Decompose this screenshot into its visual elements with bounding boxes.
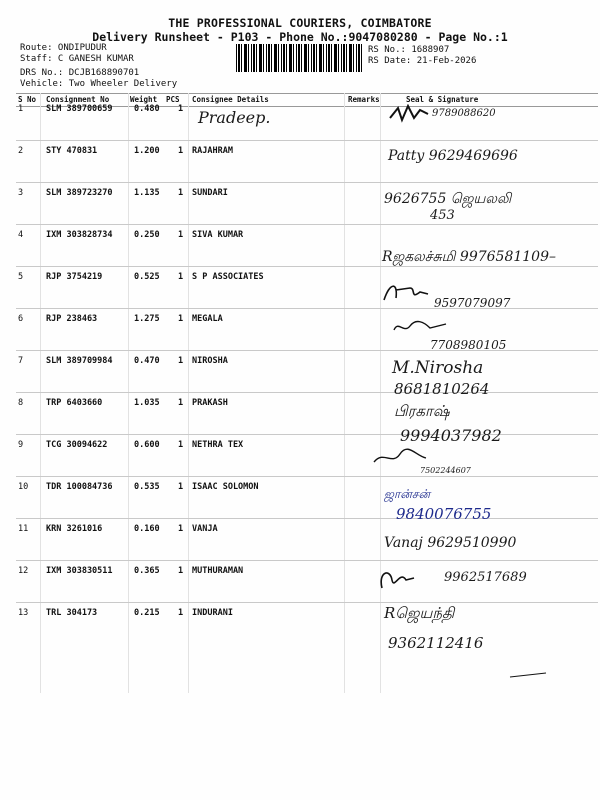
row-pcs: 1 bbox=[178, 272, 184, 282]
barcode bbox=[236, 44, 364, 72]
row-pcs: 1 bbox=[178, 104, 184, 114]
handwritten-signature: 9994037982 bbox=[400, 426, 502, 445]
row-consignee: NETHRA TEX bbox=[192, 440, 244, 450]
row-consignment: SLM 389723270 bbox=[46, 188, 113, 198]
col-remarks: Remarks bbox=[348, 95, 380, 104]
row-consignee: SIVA KUMAR bbox=[192, 230, 244, 240]
rs-number: RS No.: 1688907 bbox=[368, 45, 450, 55]
row-pcs: 1 bbox=[178, 188, 184, 198]
row-consignment: IXM 303830511 bbox=[46, 566, 113, 576]
drs-label: DRS No.: DCJB168890701 bbox=[20, 68, 140, 78]
row-consignment: TCG 30094622 bbox=[46, 440, 108, 450]
row-pcs: 1 bbox=[178, 314, 184, 324]
rs-info bbox=[368, 45, 476, 67]
handwritten-signature: 9962517689 bbox=[444, 570, 527, 585]
meta-block bbox=[20, 43, 177, 90]
handwritten-signature: M.Nirosha bbox=[392, 358, 484, 378]
pen-stroke bbox=[508, 664, 548, 683]
signature-scribble bbox=[390, 318, 450, 340]
handwritten-signature: 9840076755 bbox=[396, 505, 492, 523]
row-weight: 1.135 bbox=[134, 188, 160, 198]
row-sno: 13 bbox=[18, 608, 29, 618]
runsheet-title: Delivery Runsheet - P103 - Phone No.:9047080280 - Page No.:1 bbox=[92, 30, 508, 44]
row-consignment: SLM 389709984 bbox=[46, 356, 113, 366]
row-weight: 0.600 bbox=[134, 440, 160, 450]
col-pcs: PCS bbox=[166, 95, 180, 104]
signature-scribble bbox=[380, 280, 430, 310]
handwritten-signature: 7708980105 bbox=[430, 338, 507, 352]
row-pcs: 1 bbox=[178, 524, 184, 534]
signature-scribble bbox=[376, 566, 416, 596]
row-sno: 1 bbox=[18, 104, 24, 114]
row-consignment: TRL 304173 bbox=[46, 608, 98, 618]
route-label: Route: ONDIPUDUR bbox=[20, 43, 107, 53]
handwritten-signature: Rஜகலச்சுமி 9976581109– bbox=[382, 249, 556, 265]
staff-label: Staff: C GANESH KUMAR bbox=[20, 54, 134, 64]
handwritten-signature: 9597079097 bbox=[434, 296, 511, 310]
row-weight: 0.480 bbox=[134, 104, 160, 114]
row-sno: 4 bbox=[18, 230, 24, 240]
row-pcs: 1 bbox=[178, 440, 184, 450]
rs-date: RS Date: 21-Feb-2026 bbox=[368, 56, 477, 66]
table-row bbox=[16, 476, 598, 519]
col-seal: Seal & Signature bbox=[406, 95, 479, 104]
handwritten-signature: Vanaj 9629510990 bbox=[384, 535, 517, 551]
row-pcs: 1 bbox=[178, 398, 184, 408]
handwritten-name: Pradeep. bbox=[198, 108, 271, 127]
row-weight: 1.200 bbox=[134, 146, 160, 156]
row-consignee: INDURANI bbox=[192, 608, 233, 618]
row-sno: 7 bbox=[18, 356, 24, 366]
row-sno: 12 bbox=[18, 566, 29, 576]
row-consignment: RJP 238463 bbox=[46, 314, 98, 324]
row-consignment: TRP 6403660 bbox=[46, 398, 103, 408]
handwritten-signature: பிரகாஷ் bbox=[394, 402, 450, 420]
row-pcs: 1 bbox=[178, 230, 184, 240]
row-weight: 0.215 bbox=[134, 608, 160, 618]
table-row bbox=[16, 308, 598, 351]
row-weight: 1.275 bbox=[134, 314, 160, 324]
row-sno: 3 bbox=[18, 188, 24, 198]
row-consignment: KRN 3261016 bbox=[46, 524, 103, 534]
row-pcs: 1 bbox=[178, 356, 184, 366]
row-weight: 0.250 bbox=[134, 230, 160, 240]
row-pcs: 1 bbox=[178, 566, 184, 576]
row-consignee: PRAKASH bbox=[192, 398, 228, 408]
col-consignment: Consignment No bbox=[46, 95, 110, 104]
row-sno: 6 bbox=[18, 314, 24, 324]
table-row bbox=[16, 350, 598, 393]
handwritten-signature: 453 bbox=[430, 208, 455, 223]
vehicle-label: Vehicle: Two Wheeler Delivery bbox=[20, 79, 178, 89]
row-weight: 0.470 bbox=[134, 356, 160, 366]
row-consignee: ISAAC SOLOMON bbox=[192, 482, 259, 492]
row-weight: 0.160 bbox=[134, 524, 160, 534]
row-consignee: MEGALA bbox=[192, 314, 223, 324]
handwritten-signature: ஜான்சன் bbox=[384, 487, 431, 501]
row-pcs: 1 bbox=[178, 608, 184, 618]
row-consignee: NIROSHA bbox=[192, 356, 228, 366]
table-row bbox=[16, 434, 598, 477]
row-consignment: RJP 3754219 bbox=[46, 272, 103, 282]
table-row bbox=[16, 98, 598, 141]
row-sno: 5 bbox=[18, 272, 24, 282]
row-weight: 0.365 bbox=[134, 566, 160, 576]
handwritten-signature: Patty 9629469696 bbox=[388, 148, 518, 164]
row-pcs: 1 bbox=[178, 146, 184, 156]
row-sno: 9 bbox=[18, 440, 24, 450]
handwritten-phone: 7502244607 bbox=[420, 466, 471, 475]
handwritten-signature: Rஜெயந்தி bbox=[384, 604, 455, 622]
handwritten-phone: 9789088620 bbox=[432, 108, 496, 119]
row-consignee: SUNDARI bbox=[192, 188, 228, 198]
company-title: THE PROFESSIONAL COURIERS, COIMBATORE bbox=[168, 16, 432, 30]
row-sno: 11 bbox=[18, 524, 29, 534]
row-consignee: VANJA bbox=[192, 524, 218, 534]
row-consignee: MUTHURAMAN bbox=[192, 566, 244, 576]
row-sno: 8 bbox=[18, 398, 24, 408]
row-consignment: TDR 100084736 bbox=[46, 482, 113, 492]
row-pcs: 1 bbox=[178, 482, 184, 492]
row-weight: 0.535 bbox=[134, 482, 160, 492]
col-sno: S No bbox=[18, 95, 37, 104]
table-row bbox=[16, 602, 598, 644]
col-weight: Weight bbox=[130, 95, 158, 104]
table-row bbox=[16, 392, 598, 435]
row-consignment: STY 470831 bbox=[46, 146, 98, 156]
row-sno: 2 bbox=[18, 146, 24, 156]
table-row bbox=[16, 266, 598, 309]
row-weight: 1.035 bbox=[134, 398, 160, 408]
row-consignee: S P ASSOCIATES bbox=[192, 272, 264, 282]
row-sno: 10 bbox=[18, 482, 29, 492]
signature-scribble bbox=[388, 104, 432, 128]
handwritten-signature: 9626755 ஜெயலலி bbox=[384, 191, 512, 207]
handwritten-signature: 8681810264 bbox=[394, 380, 490, 398]
row-consignment: SLM 389700659 bbox=[46, 104, 113, 114]
col-consignee: Consignee Details bbox=[192, 95, 269, 104]
row-weight: 0.525 bbox=[134, 272, 160, 282]
row-consignment: IXM 303828734 bbox=[46, 230, 113, 240]
row-consignee: RAJAHRAM bbox=[192, 146, 233, 156]
handwritten-signature: 9362112416 bbox=[388, 634, 484, 652]
